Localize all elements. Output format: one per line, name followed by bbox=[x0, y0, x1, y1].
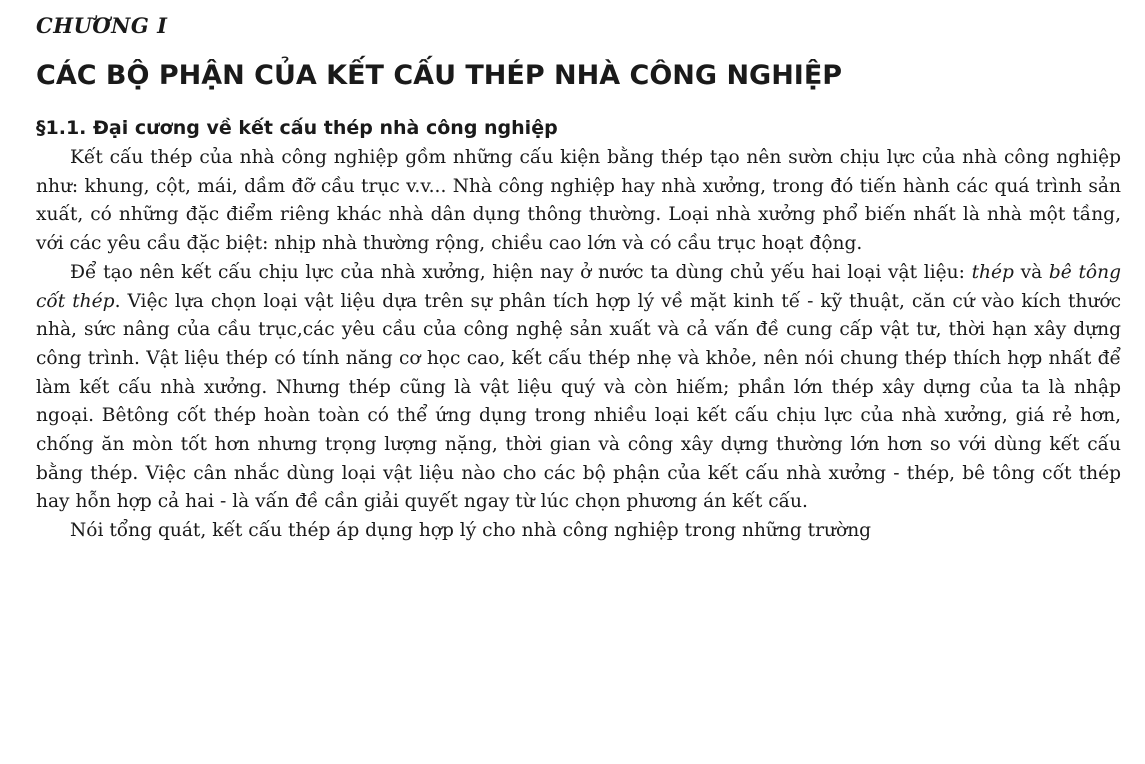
paragraph-2-rest: . Việc lựa chọn loại vật liệu dựa trên sự phân tích hợp lý về mặt kinh tế - kỹ thuật, căn cứ vào kích thước nhà, sức nâng của cầu trục,các yêu cầu của công nghệ sản xuất và cả vấn đề cung cấp vật tư, thời hạn xây dựng công trình. Vật liệu thép có tính năng cơ học cao, kết cấu thép nhẹ và khỏe, nên nói chung thép thích hợp nhất để làm kết cấu nhà xưởng. Nhưng thép cũng là vật liệu quý và còn hiếm; phần lớn thép xây dựng của ta là nhập ngoại. Bêtông cốt thép hoàn toàn có thể ứng dụng trong nhiều loại kết cấu chịu lực của nhà xưởng, giá rẻ hơn, chống ăn mòn tốt hơn nhưng trọng lượng nặng, thời gian và công xây dựng thường lớn hơn so với dùng kết cấu bằng thép. Việc cân nhắc dùng loại vật liệu nào cho các bộ phận của kết cấu nhà xưởng - thép, bê tông cốt thép hay hỗn hợp cả hai - là vấn đề cần giải quyết ngay từ lúc chọn phương án kết cấu. bbox=[36, 290, 1121, 513]
paragraph-3-text: Nói tổng quát, kết cấu thép áp dụng hợp lý cho nhà công nghiệp trong những trường bbox=[70, 520, 872, 542]
paragraph-2-and: và bbox=[1013, 261, 1049, 283]
paragraph-2 bbox=[36, 259, 1121, 517]
chapter-title: CÁC BỘ PHẬN CỦA KẾT CẤU THÉP NHÀ CÔNG NGHIỆP bbox=[36, 60, 843, 91]
paragraph-1 bbox=[36, 144, 1121, 259]
section-title: §1.1. Đại cương về kết cấu thép nhà công nghiệp bbox=[36, 117, 558, 139]
term-be-tong-cot-thep: bê tông cốt thép bbox=[36, 261, 1121, 312]
paragraph-3 bbox=[36, 517, 1121, 546]
paragraph-2-start: Để tạo nên kết cấu chịu lực của nhà xưởng, hiện nay ở nước ta dùng chủ yếu hai loại vật liệu: bbox=[70, 261, 972, 283]
chapter-label: CHƯƠNG I bbox=[36, 13, 168, 38]
paragraph-1-text: Kết cấu thép của nhà công nghiệp gồm những cấu kiện bằng thép tạo nên sườn chịu lực của nhà công nghiệp như: khung, cột, mái, dầm đỡ cầu trục v.v... Nhà công nghiệp hay nhà xưởng, trong đó tiến hành các quá trình sản xuất, có những đặc điểm riêng khác nhà dân dụng thông thường. Loại nhà xưởng phổ biến nhất là nhà một tầng, với các yêu cầu đặc biệt: nhịp nhà thường rộng, chiều cao lớn và có cầu trục hoạt động. bbox=[36, 147, 1121, 255]
term-thep: thép bbox=[971, 261, 1014, 283]
